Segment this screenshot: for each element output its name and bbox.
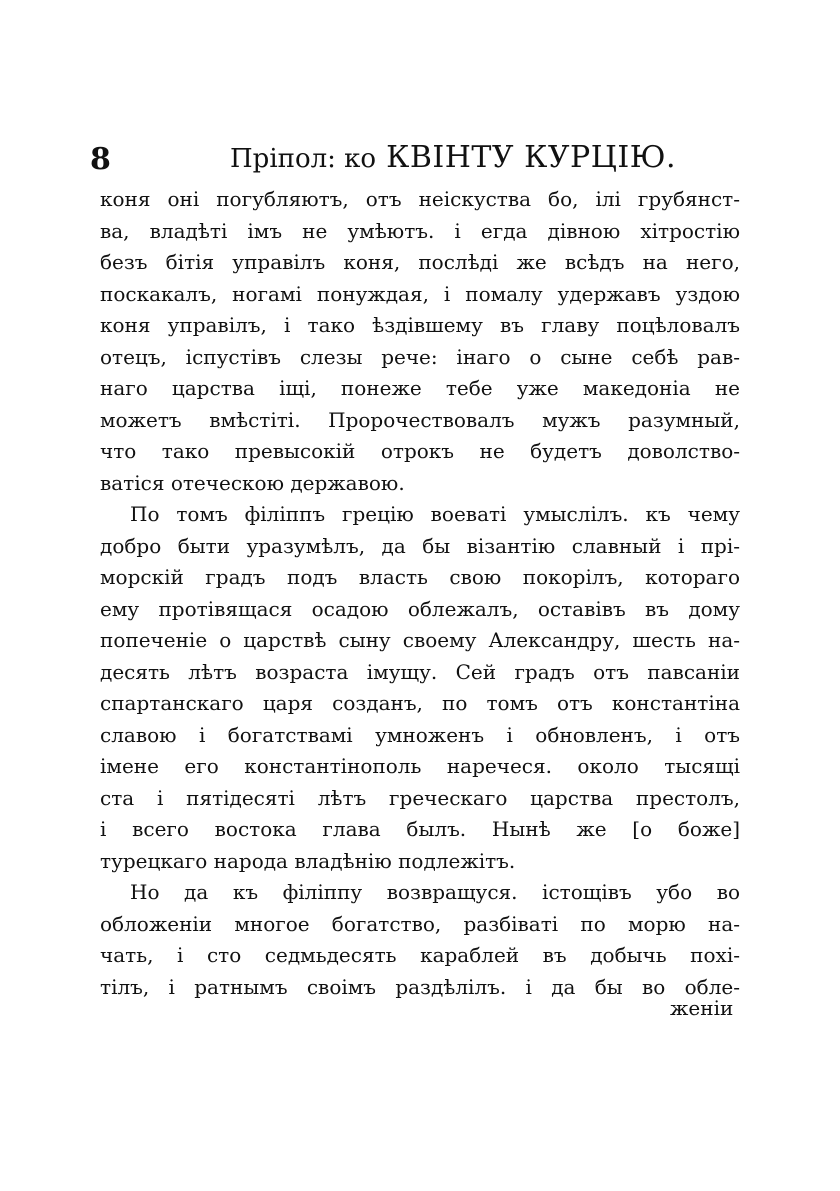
running-title bbox=[230, 140, 676, 175]
running-title-prefix: Прiпол: ко bbox=[230, 144, 377, 174]
text-line: поскакалъ, ногамi понуждая, i помалу удержавъ уздою bbox=[100, 281, 740, 306]
text-line: коня управiлъ, i тако ѣздiвшему въ главу поцѣловалъ bbox=[100, 313, 740, 337]
text-line: добро быти уразумѣлъ, да бы вiзантiю славный i прi- bbox=[100, 533, 740, 558]
text-line: i всего востока глава былъ. Нынѣ же [о боже] bbox=[100, 817, 740, 841]
body-text bbox=[100, 184, 740, 1003]
text-line: тiлъ, i ратнымъ своiмъ раздѣлiлъ. i да бы во обле- bbox=[100, 974, 740, 999]
text-line: наго царства iщi, понеже тебе уже македонiа не bbox=[100, 376, 740, 400]
text-line: славою i богатствамi умноженъ i обновленъ, i отъ bbox=[100, 722, 740, 747]
running-title-main: КВIНТУ КУРЦIЮ. bbox=[386, 140, 677, 175]
text-line: ва, владѣтi iмъ не умѣютъ. i егда дiвною хiтростiю bbox=[100, 218, 740, 243]
page-header bbox=[90, 140, 750, 184]
text-line: отецъ, iспустiвъ слезы рече: iнаго о сыне себѣ рав- bbox=[100, 344, 740, 369]
text-line: что тако превысокiй отрокъ не будетъ доволство- bbox=[100, 439, 740, 463]
text-line: iмене его константiнополь наречеся. около тысящi bbox=[100, 754, 740, 778]
text-line: попеченiе о царствѣ сыну своему Александру, шесть на- bbox=[100, 628, 740, 652]
paragraph-start-line: Но да къ фiлiппу возвращуся. iстощiвъ убо во bbox=[130, 880, 740, 904]
text-line: можетъ вмѣстiтi. Пророчествовалъ мужъ разумный, bbox=[100, 407, 740, 432]
text-line: спартанскаго царя созданъ, по томъ отъ константiна bbox=[100, 691, 740, 715]
text-line: морскiй градъ подъ власть свою покорiлъ, котораго bbox=[100, 565, 740, 589]
text-line: чать, i сто седмьдесять караблей въ добычь похi- bbox=[100, 943, 740, 967]
text-line: ему протiвящася осадою облежалъ, оставiвъ въ дому bbox=[100, 596, 740, 621]
page-number: 8 bbox=[90, 142, 110, 177]
text-line: ватiся отеческою державою. bbox=[100, 470, 405, 495]
text-line: турецкаго народа владѣнiю подлежiтъ. bbox=[100, 848, 516, 873]
text-line: безъ бiтiя управiлъ коня, послѣдi же всѣдъ на него, bbox=[100, 250, 740, 274]
catchword: женiи bbox=[670, 996, 734, 1020]
text-line: коня онi погубляютъ, отъ неiскуства бо, iлi грубянст- bbox=[100, 187, 740, 211]
text-line: обложенiи многое богатство, разбiватi по морю на- bbox=[100, 911, 740, 936]
paragraph-start-line: По томъ фiлiппъ грецiю воеватi умыслiлъ. къ чему bbox=[130, 502, 740, 526]
text-line: ста i пятiдесятi лѣтъ греческаго царства престолъ, bbox=[100, 785, 740, 810]
text-line: десять лѣтъ возраста iмущу. Сей градъ отъ павсанiи bbox=[100, 659, 740, 684]
